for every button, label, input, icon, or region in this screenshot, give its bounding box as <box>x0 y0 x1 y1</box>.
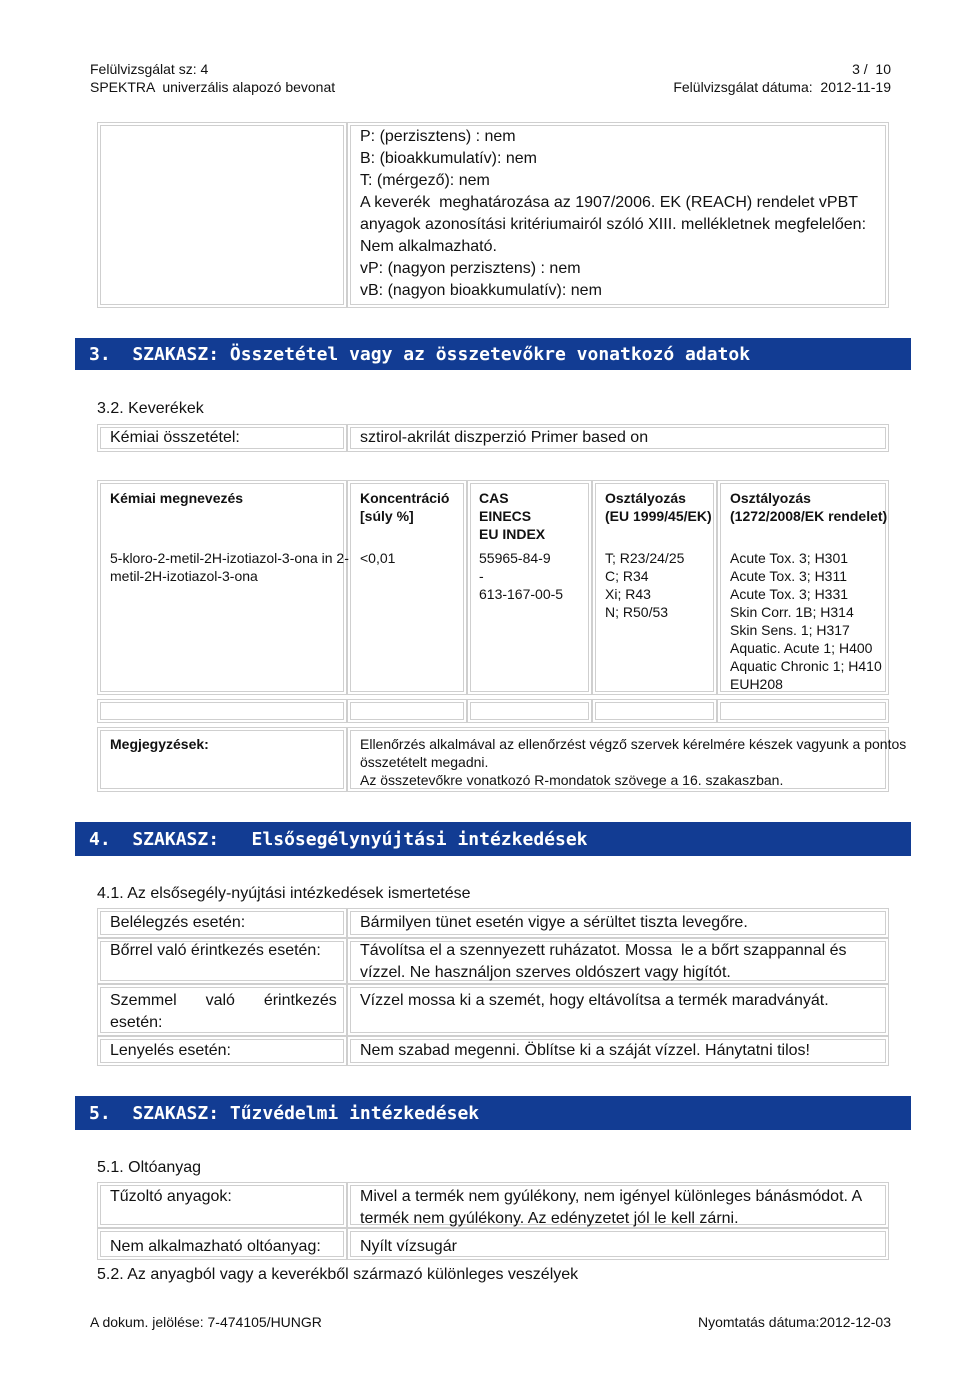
cell-line: Xi; R43 <box>605 586 651 602</box>
header-line: Osztályozás <box>605 490 686 506</box>
cell-line: Aquatic Chronic 1; H410 <box>730 658 882 674</box>
fa-inhalation-label: Belélegzés esetén: <box>110 914 246 931</box>
fire-unsuitable-label: Nem alkalmazható oltóanyag: <box>110 1238 321 1255</box>
table-header-ids <box>479 489 545 543</box>
remarks-label: Megjegyzések: <box>110 736 209 752</box>
pbt-line: A keverék meghatározása az 1907/2006. EK (REACH) rendelet vPBT <box>360 194 859 211</box>
chem-value: sztirol-akrilát diszperzió Primer based on <box>360 429 649 446</box>
section-4-title: 4. SZAKASZ: Elsősegélynyújtási intézkedések <box>75 822 911 856</box>
subsection-4-1-title: 4.1. Az elsősegély-nyújtási intézkedések ismertetése <box>97 885 471 902</box>
table-empty-cell <box>717 699 889 723</box>
row-clp <box>730 549 882 693</box>
row-substance-name <box>110 549 349 585</box>
cell-line: 613-167-00-5 <box>479 586 564 602</box>
cell-line: EUH208 <box>730 676 783 692</box>
pbt-line: P: (perzisztens) : nem <box>360 128 516 145</box>
chem-label: Kémiai összetétel: <box>110 429 240 446</box>
remarks-text <box>360 735 906 789</box>
table-empty-cell <box>97 699 347 723</box>
fa-inhalation-value: Bármilyen tünet esetén vigye a sérültet tiszta levegőre. <box>360 914 748 931</box>
pbt-line: vP: (nagyon perzisztens) : nem <box>360 260 581 277</box>
header-line: (1272/2008/EK rendelet) <box>730 508 888 524</box>
row-concentration: <0,01 <box>360 550 396 566</box>
cell-line: 5-kloro-2-metil-2H-izotiazol-3-ona in 2- <box>110 550 349 566</box>
cell-line: N; R50/53 <box>605 604 669 620</box>
header-line: [súly %] <box>360 508 414 524</box>
pbt-line: anyagok azonosítási kritériumairól szóló XIII. mellékletnek megfelelően: <box>360 216 867 233</box>
fa-skin-line: Távolítsa el a szennyezett ruházatot. Mossa le a bőrt szappannal és <box>360 942 847 959</box>
section-3-title: 3. SZAKASZ: Összetétel vagy az összetevőkre vonatkozó adatok <box>75 338 911 370</box>
footer-print-date: Nyomtatás dátuma:2012-12-03 <box>698 1314 891 1330</box>
pbt-box-left-cell <box>97 122 347 308</box>
revision-date: Felülvizsgálat dátuma: 2012-11-19 <box>673 79 891 95</box>
cell-line: Acute Tox. 3; H311 <box>730 568 847 584</box>
pbt-line: T: (mérgező): nem <box>360 172 490 189</box>
remarks-line: Az összetevőkre vonatkozó R-mondatok szövege a 16. szakaszban. <box>360 772 784 788</box>
pbt-line: vB: (nagyon bioakkumulatív): nem <box>360 282 602 299</box>
row-ids <box>479 549 563 603</box>
header-line: CAS <box>479 490 509 506</box>
header-line: (EU 1999/45/EK) <box>605 508 712 524</box>
cell-line: Aquatic. Acute 1; H400 <box>730 640 873 656</box>
fa-eye-label-line: esetén: <box>110 1014 163 1031</box>
fa-eye-value: Vízzel mossa ki a szemét, hogy eltávolítsa a termék maradványát. <box>360 992 829 1009</box>
fire-media-label: Tűzoltó anyagok: <box>110 1188 232 1205</box>
cell-line: Acute Tox. 3; H301 <box>730 550 849 566</box>
cell-line: Skin Corr. 1B; H314 <box>730 604 854 620</box>
table-header-eu1999 <box>605 489 712 525</box>
subsection-3-2-title: 3.2. Keverékek <box>97 400 204 417</box>
remarks-line: Ellenőrzés alkalmával az ellenőrzést végző szervek kérelmére készek vagyunk a pontos <box>360 736 907 752</box>
fire-unsuitable-value: Nyílt vízsugár <box>360 1238 457 1255</box>
fa-eye-label-line: Szemmel való érintkezés <box>110 992 337 1009</box>
pbt-line: Nem alkalmazható. <box>360 238 497 255</box>
cell-line: 55965-84-9 <box>479 550 551 566</box>
cell-line: Skin Sens. 1; H317 <box>730 622 850 638</box>
fire-media-line: termék nem gyúlékony. Az edényzetet jól le kell zárni. <box>360 1210 739 1227</box>
cell-line: metil-2H-izotiazol-3-ona <box>110 568 258 584</box>
pbt-line: B: (bioakkumulatív): nem <box>360 150 537 167</box>
cell-line: Acute Tox. 3; H331 <box>730 586 849 602</box>
footer-doc-id: A dokum. jelölése: 7-474105/HUNGR <box>90 1314 322 1330</box>
fire-media-value <box>360 1186 862 1230</box>
page-number: 3 / 10 <box>852 61 891 77</box>
row-eu1999 <box>605 549 684 621</box>
header-line: EU INDEX <box>479 526 546 542</box>
header-line: Koncentráció <box>360 490 450 506</box>
subsection-5-1-title: 5.1. Oltóanyag <box>97 1159 202 1176</box>
subsection-5-2-title: 5.2. Az anyagból vagy a keverékből származó különleges veszélyek <box>97 1266 579 1283</box>
fa-skin-label: Bőrrel való érintkezés esetén: <box>110 942 321 959</box>
table-cell-name <box>97 480 347 695</box>
table-empty-cell <box>592 699 717 723</box>
cell-line: T; R23/24/25 <box>605 550 685 566</box>
header-line: Osztályozás <box>730 490 811 506</box>
cell-line: C; R34 <box>605 568 649 584</box>
pbt-text <box>360 126 866 302</box>
fa-eye-label <box>110 990 336 1034</box>
fire-media-line: Mivel a termék nem gyúlékony, nem igényel különleges bánásmódot. A <box>360 1188 863 1205</box>
fa-ingestion-value: Nem szabad megenni. Öblítse ki a száját vízzel. Hánytatni tilos! <box>360 1042 810 1059</box>
table-empty-cell <box>467 699 592 723</box>
product-name: SPEKTRA univerzális alapozó bevonat <box>90 79 336 95</box>
fa-skin-value <box>360 940 876 984</box>
revision-number: Felülvizsgálat sz: 4 <box>90 61 209 77</box>
section-5-title: 5. SZAKASZ: Tűzvédelmi intézkedések <box>75 1096 911 1130</box>
table-header-name <box>110 489 243 507</box>
table-header-clp <box>730 489 887 525</box>
table-empty-cell <box>347 699 467 723</box>
fa-ingestion-label: Lenyelés esetén: <box>110 1042 231 1059</box>
remarks-line: összetételt megadni. <box>360 754 489 770</box>
header-line: EINECS <box>479 508 532 524</box>
header-line: Kémiai megnevezés <box>110 490 244 506</box>
table-header-concentration <box>360 489 449 525</box>
fa-skin-line: vízzel. Ne használjon szerves oldószert vagy higítót. <box>360 964 731 981</box>
cell-line: - <box>479 568 484 584</box>
